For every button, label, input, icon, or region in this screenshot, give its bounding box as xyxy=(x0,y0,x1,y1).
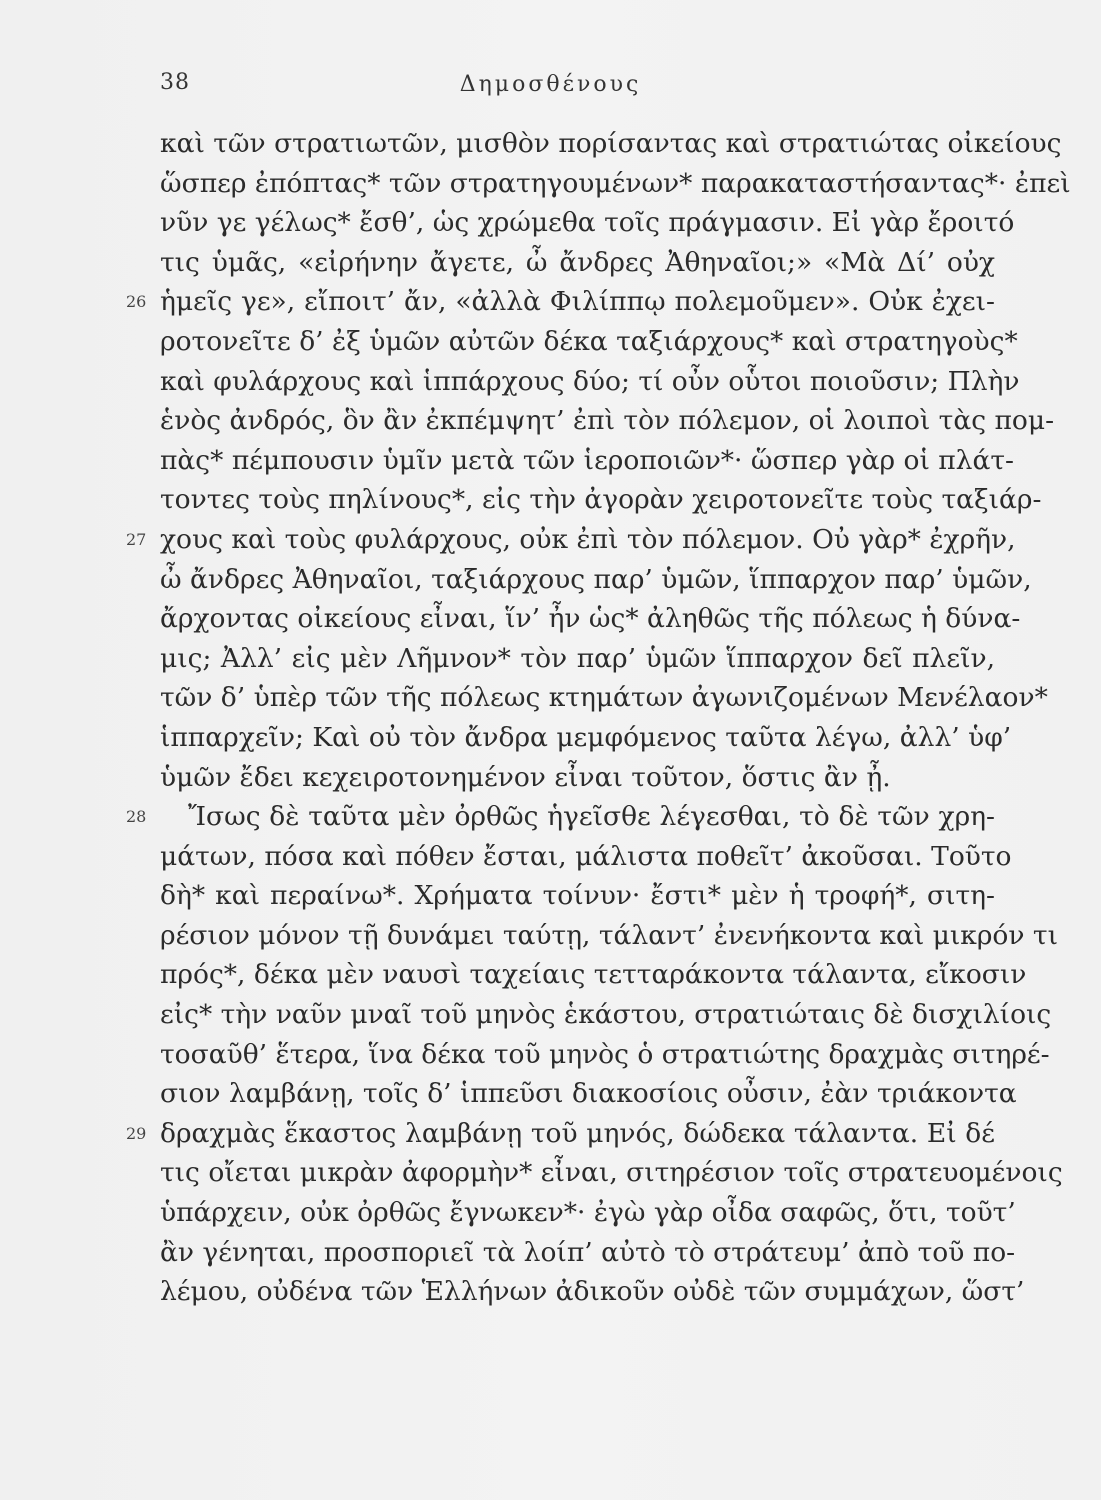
line-text: πὰς* πέμπουσιν ὑμῖν μετὰ τῶν ἱεροποιῶν*· ὥσπερ γὰρ οἱ πλάτ- xyxy=(160,444,1014,476)
line-text: ὑμῶν ἔδει κεχειροτονημένον εἶναι τοῦτον, ὅστις ἂν ᾖ. xyxy=(160,761,891,793)
text-line xyxy=(160,1074,1017,1114)
text-line xyxy=(160,124,1062,164)
text-line xyxy=(160,243,995,283)
text-line xyxy=(160,639,995,679)
line-text: εἰς* τὴν ναῦν μναῖ τοῦ μηνὸς ἑκάστου, στρατιώταις δὲ δισχιλίοις xyxy=(160,999,1052,1031)
text-line xyxy=(160,678,1048,718)
text-line xyxy=(160,955,1027,995)
text-line xyxy=(160,876,995,916)
text-line xyxy=(160,837,1012,877)
section-number: 29 xyxy=(126,1123,147,1143)
text-line xyxy=(160,362,1020,402)
line-text: ἑνὸς ἀνδρός, ὃν ἂν ἐκπέμψητ’ ἐπὶ τὸν πόλεμον, οἱ λοιποὶ τὰς πομ- xyxy=(160,405,1055,437)
line-text: ροτονεῖτε δ’ ἐξ ὑμῶν αὐτῶν δέκα ταξιάρχους* καὶ στρατηγοὺς* xyxy=(160,325,1018,357)
text-line xyxy=(160,758,995,798)
text-line xyxy=(160,1035,1050,1075)
text-line xyxy=(160,1193,1016,1233)
line-text: ὦ ἄνδρες Ἀθηναῖοι, ταξιάρχους παρ’ ὑμῶν, ἵππαρχον παρ’ ὑμῶν, xyxy=(160,563,1032,595)
text-line xyxy=(126,282,995,322)
line-text: μάτων, πόσα καὶ πόθεν ἔσται, μάλιστα ποθεῖτ’ ἀκοῦσαι. Τοῦτο xyxy=(160,840,1012,872)
line-text: τις οἴεται μικρὰν ἀφορμὴν* εἶναι, σιτηρέσιον τοῖς στρατευομένοις xyxy=(160,1157,1063,1189)
page-header xyxy=(0,70,1101,110)
section-number: 26 xyxy=(126,292,147,312)
section-number: 27 xyxy=(126,529,147,549)
line-text: ἱππαρχεῖν; Καὶ οὐ τὸν ἄνδρα μεμφόμενος ταῦτα λέγω, ἀλλ’ ὑφ’ xyxy=(160,721,1012,753)
text-line xyxy=(160,322,1018,362)
line-text: ρέσιον μόνον τῇ δυνάμει ταύτῃ, τάλαντ’ ἐνενήκοντα καὶ μικρόν τι xyxy=(160,919,1058,951)
line-text: χους καὶ τοὺς φυλάρχους, οὐκ ἐπὶ τὸν πόλεμον. Οὐ γὰρ* ἐχρῆν, xyxy=(160,523,1016,555)
text-line xyxy=(160,560,1032,600)
text-line xyxy=(160,441,1014,481)
section-number: 28 xyxy=(126,807,147,827)
line-text: μις; Ἀλλ’ εἰς μὲν Λῆμνον* τὸν παρ’ ὑμῶν ἵππαρχον δεῖ πλεῖν, xyxy=(160,642,995,674)
text-line xyxy=(126,797,995,837)
line-text: τις ὑμᾶς, «εἰρήνην ἄγετε, ὦ ἄνδρες Ἀθηναῖοι;» «Μὰ Δί’ οὐχ xyxy=(160,246,995,278)
text-line xyxy=(126,520,1016,560)
body-text xyxy=(126,124,1071,1312)
text-line xyxy=(160,916,1058,956)
line-text: τοσαῦθ’ ἕτερα, ἵνα δέκα τοῦ μηνὸς ὁ στρατιώτης δραχμὰς σιτηρέ- xyxy=(160,1038,1050,1070)
text-line xyxy=(160,1233,1016,1273)
line-text: ἂν γένηται, προσποριεῖ τὰ λοίπ’ αὐτὸ τὸ στράτευμ’ ἀπὸ τοῦ πο- xyxy=(160,1236,1016,1268)
line-text: δραχμὰς ἕκαστος λαμβάνῃ τοῦ μηνός, δώδεκα τάλαντα. Εἰ δέ xyxy=(160,1117,995,1149)
line-text: καὶ τῶν στρατιωτῶν, μισθὸν πορίσαντας καὶ στρατιώτας οἰκείους xyxy=(160,128,1062,159)
line-text: δὴ* καὶ περαίνω*. Χρήματα τοίνυν· ἔστι* μὲν ἡ τροφή*, σιτη- xyxy=(160,880,995,912)
text-line xyxy=(160,718,1012,758)
line-text: πρός*, δέκα μὲν ναυσὶ ταχείαις τετταράκοντα τάλαντα, εἴκοσιν xyxy=(160,959,1027,991)
line-text: ὥσπερ ἐπόπτας* τῶν στρατηγουμένων* παρακαταστήσαντας*· ἐπεὶ xyxy=(160,167,1071,199)
line-text: τοντες τοὺς πηλίνους*, εἰς τὴν ἀγορὰν χειροτονεῖτε τοὺς ταξιάρ- xyxy=(160,484,1042,516)
text-line xyxy=(160,164,1071,204)
text-line xyxy=(160,401,1055,441)
line-text: ἄρχοντας οἰκείους εἶναι, ἵν’ ἦν ὡς* ἀληθῶς τῆς πόλεως ἡ δύνα- xyxy=(160,603,1021,635)
text-line xyxy=(126,1114,995,1154)
line-text: λέμου, οὐδένα τῶν Ἑλλήνων ἀδικοῦν οὐδὲ τῶν συμμάχων, ὥστ’ xyxy=(160,1276,1025,1308)
page-number: 38 xyxy=(160,70,190,95)
line-text: ἡμεῖς γε», εἴποιτ’ ἄν, «ἀλλὰ Φιλίππῳ πολεμοῦμεν». Οὐκ ἐχει- xyxy=(160,286,995,318)
line-text: Ἴσως δὲ ταῦτα μὲν ὀρθῶς ἡγεῖσθε λέγεσθαι, τὸ δὲ τῶν χρη- xyxy=(188,801,995,833)
text-line xyxy=(160,599,1021,639)
line-text: ὑπάρχειν, οὐκ ὀρθῶς ἔγνωκεν*· ἐγὼ γὰρ οἶδα σαφῶς, ὅτι, τοῦτ’ xyxy=(160,1197,1016,1229)
text-line xyxy=(160,1272,1025,1312)
text-line xyxy=(160,995,1052,1035)
running-title: Δημοσθένους xyxy=(459,72,642,97)
text-line xyxy=(160,1153,1063,1193)
line-text: καὶ φυλάρχους καὶ ἱππάρχους δύο; τί οὖν οὗτοι ποιοῦσιν; Πλὴν xyxy=(160,365,1020,397)
line-text: σιον λαμβάνῃ, τοῖς δ’ ἱππεῦσι διακοσίοις οὖσιν, ἐὰν τριάκοντα xyxy=(160,1078,1017,1110)
text-line xyxy=(160,480,1042,520)
text-line xyxy=(160,203,1015,243)
line-text: τῶν δ’ ὑπὲρ τῶν τῆς πόλεως κτημάτων ἀγωνιζομένων Μενέλαον* xyxy=(160,682,1048,714)
line-text: νῦν γε γέλως* ἔσθ’, ὡς χρώμεθα τοῖς πράγμασιν. Εἰ γὰρ ἔροιτό xyxy=(160,207,1015,239)
